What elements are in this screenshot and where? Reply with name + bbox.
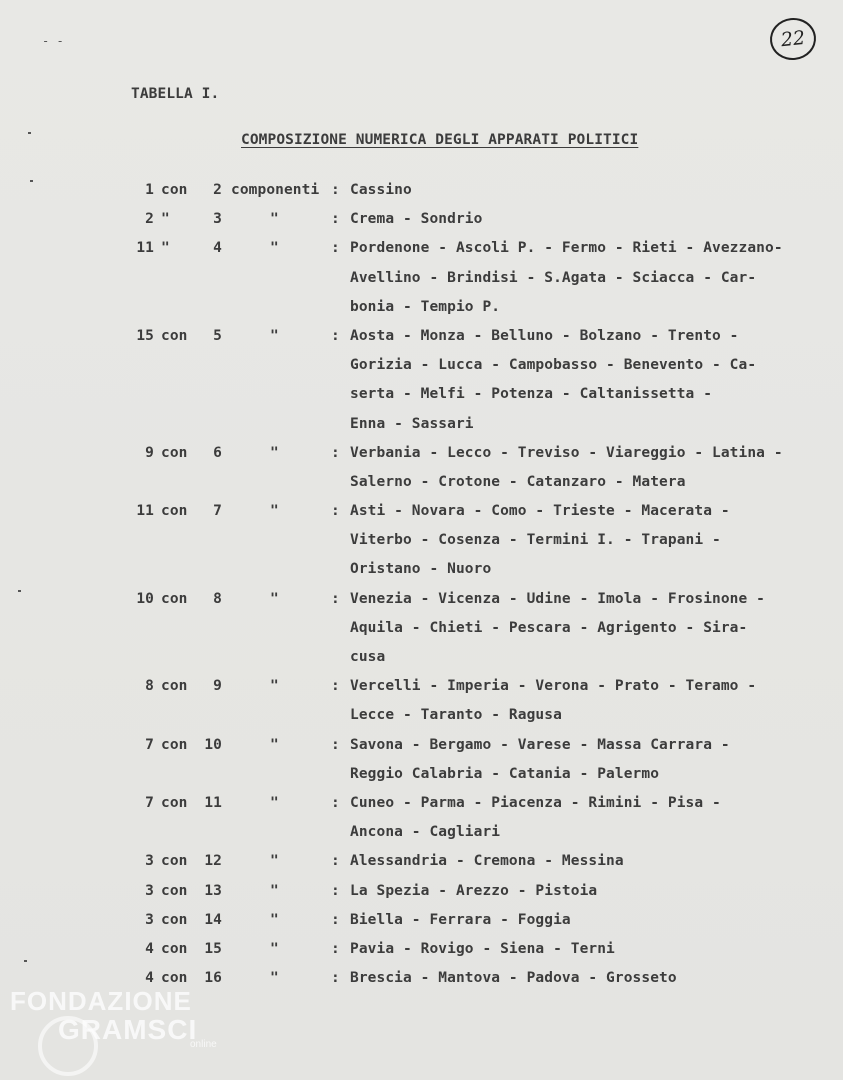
watermark-line-2: GRAMSCI [58, 1014, 198, 1045]
watermark-line-1: FONDAZIONE [10, 986, 192, 1016]
city-count: 11 [136, 503, 154, 520]
ditto-mark: " [270, 882, 279, 899]
colon-separator: : [331, 940, 340, 957]
city-count: 4 [145, 940, 154, 957]
component-count: 3 [213, 211, 222, 228]
city-list: Gorizia - Lucca - Campobasso - Benevento - Ca- [350, 357, 757, 374]
city-count: 10 [136, 590, 154, 607]
component-count: 6 [213, 444, 222, 461]
component-count: 12 [204, 853, 222, 870]
watermark-logo [10, 988, 217, 1050]
city-list: Savona - Bergamo - Varese - Massa Carrara - [350, 736, 730, 753]
city-count: 15 [136, 327, 154, 344]
table-line [0, 705, 843, 734]
table-line [0, 822, 843, 851]
city-count: 8 [145, 678, 154, 695]
component-count: 8 [213, 590, 222, 607]
ditto-mark: " [270, 736, 279, 753]
component-count: 4 [213, 240, 222, 257]
ditto-mark: " [270, 940, 279, 957]
city-list: Viterbo - Cosenza - Termini I. - Trapani - [350, 532, 721, 549]
con-label: con [161, 794, 188, 811]
city-count: 2 [145, 211, 154, 228]
table-heading: COMPOSIZIONE NUMERICA DEGLI APPARATI POLITICI [241, 132, 639, 148]
city-list: Pordenone - Ascoli P. - Fermo - Rieti - Avezzano- [350, 240, 783, 257]
table-row [0, 238, 843, 326]
city-list: Lecce - Taranto - Ragusa [350, 707, 562, 724]
table-line [0, 414, 843, 443]
colon-separator: : [331, 678, 340, 695]
con-label: con [161, 853, 188, 870]
ditto-mark: " [270, 970, 279, 987]
table-row [0, 180, 843, 209]
table-line [0, 793, 843, 822]
city-list: Ancona - Cagliari [350, 824, 501, 841]
ditto-mark: " [270, 911, 279, 928]
city-list: Aosta - Monza - Belluno - Bolzano - Trento - [350, 327, 739, 344]
colon-separator: : [331, 182, 340, 198]
ditto-mark: " [270, 503, 279, 520]
city-list: La Spezia - Arezzo - Pistoia [350, 882, 598, 899]
table-line [0, 881, 843, 910]
city-list: Venezia - Vicenza - Udine - Imola - Frosinone - [350, 590, 765, 607]
city-list: Salerno - Crotone - Catanzaro - Matera [350, 473, 686, 490]
city-list: Cuneo - Parma - Piacenza - Rimini - Pisa - [350, 794, 721, 811]
city-count: 4 [145, 970, 154, 987]
table-line [0, 268, 843, 297]
con-label: " [161, 211, 170, 228]
ditto-mark: " [270, 327, 279, 344]
ditto-mark: " [270, 853, 279, 870]
colon-separator: : [331, 853, 340, 870]
city-list: Oristano - Nuoro [350, 561, 492, 578]
city-list: Reggio Calabria - Catania - Palermo [350, 765, 660, 782]
con-label: con [161, 182, 188, 198]
city-list: Aquila - Chieti - Pescara - Agrigento - Sira- [350, 619, 748, 636]
component-count: 5 [213, 327, 222, 344]
table-line [0, 209, 843, 238]
table-row [0, 501, 843, 589]
table-line [0, 589, 843, 618]
table-line [0, 501, 843, 530]
table-line [0, 647, 843, 676]
city-list: Vercelli - Imperia - Verona - Prato - Teramo - [350, 678, 757, 695]
colon-separator: : [331, 590, 340, 607]
city-list: Verbania - Lecco - Treviso - Viareggio - Latina - [350, 444, 783, 461]
component-count: 14 [204, 911, 222, 928]
city-count: 7 [145, 794, 154, 811]
colon-separator: : [331, 240, 340, 257]
con-label: con [161, 911, 188, 928]
table-title: TABELLA I. [131, 86, 220, 102]
city-list: Asti - Novara - Como - Trieste - Macerata - [350, 503, 730, 520]
table-row [0, 910, 843, 939]
city-count: 3 [145, 853, 154, 870]
table-line [0, 910, 843, 939]
page-number: 22 [768, 16, 818, 63]
component-count: 7 [213, 503, 222, 520]
colon-separator: : [331, 736, 340, 753]
colon-separator: : [331, 503, 340, 520]
table-line [0, 764, 843, 793]
city-count: 3 [145, 911, 154, 928]
con-label: con [161, 444, 188, 461]
table-row [0, 851, 843, 880]
component-count: 2 [213, 182, 222, 198]
colon-separator: : [331, 911, 340, 928]
colon-separator: : [331, 211, 340, 228]
table-line [0, 676, 843, 705]
city-list: bonia - Tempio P. [350, 298, 501, 315]
table-line [0, 559, 843, 588]
city-list: Brescia - Mantova - Padova - Grosseto [350, 970, 677, 987]
table-body [0, 180, 843, 997]
table-row [0, 939, 843, 968]
table-row [0, 735, 843, 793]
ditto-mark: " [270, 678, 279, 695]
margin-mark: - - [42, 34, 64, 48]
watermark-line-3: online [190, 1039, 217, 1050]
table-line [0, 851, 843, 880]
city-list: Enna - Sassari [350, 415, 474, 432]
con-label: con [161, 503, 188, 520]
city-list: Alessandria - Cremona - Messina [350, 853, 624, 870]
colon-separator: : [331, 444, 340, 461]
con-label: con [161, 882, 188, 899]
city-count: 1 [145, 182, 154, 198]
colon-separator: : [331, 327, 340, 344]
city-list: Crema - Sondrio [350, 211, 483, 228]
city-list: Pavia - Rovigo - Siena - Terni [350, 940, 615, 957]
component-count: 10 [204, 736, 222, 753]
table-line [0, 939, 843, 968]
table-row [0, 881, 843, 910]
city-count: 9 [145, 444, 154, 461]
colon-separator: : [331, 970, 340, 987]
ditto-mark: " [270, 590, 279, 607]
table-line [0, 355, 843, 384]
city-count: 7 [145, 736, 154, 753]
table-line [0, 530, 843, 559]
city-list: serta - Melfi - Potenza - Caltanissetta - [350, 386, 713, 403]
con-label: con [161, 940, 188, 957]
table-row [0, 326, 843, 443]
table-line [0, 472, 843, 501]
table-line [0, 384, 843, 413]
table-line [0, 238, 843, 267]
component-count: 11 [204, 794, 222, 811]
ditto-mark: " [270, 211, 279, 228]
con-label: con [161, 590, 188, 607]
components-label: componenti [231, 182, 320, 198]
table-row [0, 209, 843, 238]
city-list: Cassino [350, 182, 412, 198]
colon-separator: : [331, 882, 340, 899]
con-label: con [161, 678, 188, 695]
watermark-ring-icon [38, 1016, 98, 1076]
city-count: 11 [136, 240, 154, 257]
component-count: 15 [204, 940, 222, 957]
city-list: Biella - Ferrara - Foggia [350, 911, 571, 928]
table-line [0, 618, 843, 647]
table-row [0, 443, 843, 501]
con-label: con [161, 736, 188, 753]
table-line [0, 297, 843, 326]
con-label: con [161, 970, 188, 987]
city-list: Avellino - Brindisi - S.Agata - Sciacca - Car- [350, 269, 757, 286]
colon-separator: : [331, 794, 340, 811]
city-list: cusa [350, 649, 386, 665]
table-line [0, 180, 843, 209]
table-line [0, 735, 843, 764]
table-line [0, 326, 843, 355]
ditto-mark: " [270, 794, 279, 811]
table-row [0, 793, 843, 851]
component-count: 9 [213, 678, 222, 695]
component-count: 16 [204, 970, 222, 987]
table-row [0, 589, 843, 677]
con-label: con [161, 327, 188, 344]
city-count: 3 [145, 882, 154, 899]
ditto-mark: " [270, 444, 279, 461]
con-label: " [161, 240, 170, 257]
table-line [0, 443, 843, 472]
ditto-mark: " [270, 240, 279, 257]
component-count: 13 [204, 882, 222, 899]
table-row [0, 676, 843, 734]
